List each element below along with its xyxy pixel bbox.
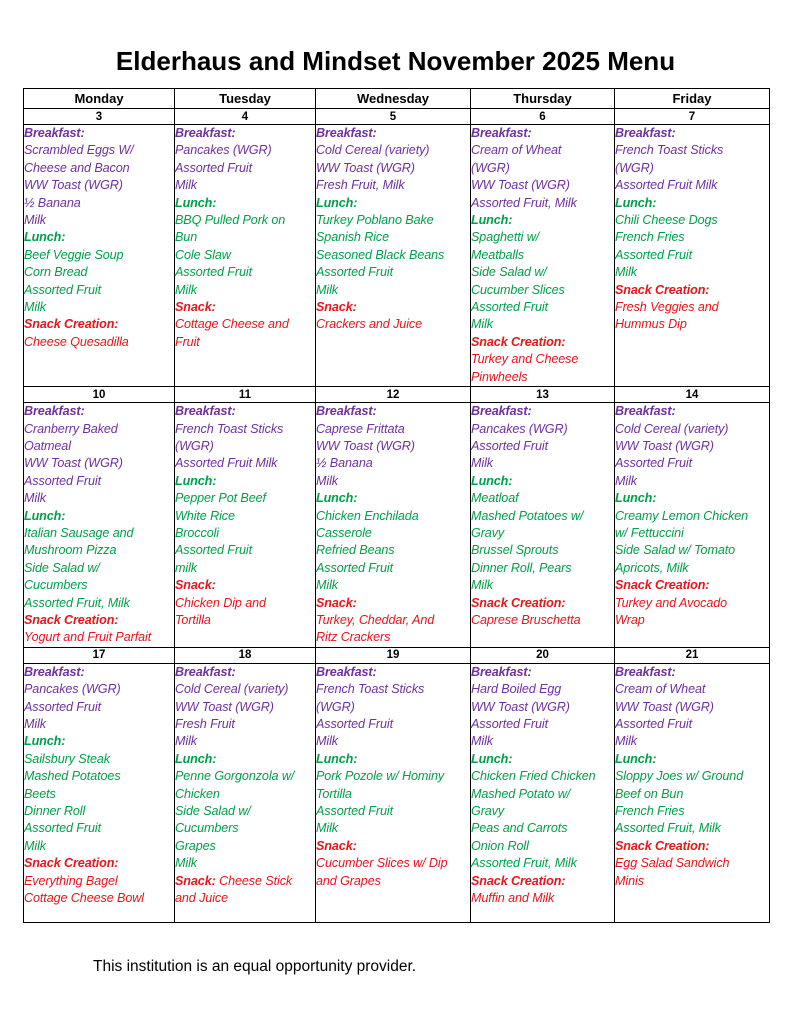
lunch-heading: Lunch: (471, 751, 513, 766)
date-number: 20 (471, 647, 615, 663)
menu-item: Oatmeal (24, 438, 71, 453)
menu-item: Assorted Fruit Milk (615, 178, 718, 193)
menu-item: Milk (175, 734, 197, 749)
menu-item: Mashed Potatoes (24, 769, 121, 784)
menu-item: Assorted Fruit (316, 265, 393, 280)
menu-item: Hard Boiled Egg (471, 682, 562, 697)
menu-item: Assorted Fruit (471, 438, 548, 453)
breakfast-heading: Breakfast: (615, 126, 676, 140)
breakfast-heading: Breakfast: (615, 664, 676, 679)
menu-item: Gravy (471, 804, 505, 819)
menu-item: Pork Pozole w/ Hominy (316, 769, 445, 784)
menu-item: Assorted Fruit (316, 717, 393, 731)
menu-item: (WGR) (615, 160, 654, 175)
lunch-heading: Lunch: (615, 195, 657, 210)
menu-item: Milk (24, 300, 46, 315)
menu-item: Italian Sausage and (24, 525, 134, 540)
breakfast-heading: Breakfast: (316, 126, 377, 140)
day-header: Tuesday (175, 89, 316, 109)
menu-item: Turkey Poblano Bake (316, 213, 434, 228)
menu-item: Hummus Dip (615, 317, 687, 332)
day-menu-cell (316, 663, 471, 922)
breakfast-heading: Breakfast: (24, 404, 85, 419)
lunch-heading: Lunch: (471, 473, 513, 488)
menu-item: Milk (24, 838, 46, 853)
day-menu-cell (615, 663, 770, 922)
breakfast-heading: Breakfast: (175, 126, 236, 140)
snack-heading: Snack Creation: (471, 873, 566, 888)
menu-item: Meatloaf (471, 491, 519, 506)
snack-heading: Snack Creation: (24, 612, 119, 627)
menu-item: Milk (471, 578, 493, 593)
date-number: 21 (615, 647, 770, 663)
menu-item: Assorted Fruit (615, 456, 692, 471)
menu-item: White Rice (175, 508, 235, 523)
day-header: Wednesday (316, 89, 471, 109)
date-row (24, 647, 770, 663)
menu-item: Sailsbury Steak (24, 751, 110, 766)
lunch-heading: Lunch: (175, 751, 217, 766)
lunch-heading: Lunch: (316, 751, 358, 766)
day-menu-cell (316, 403, 471, 648)
menu-item: WW Toast (WGR) (615, 699, 714, 714)
snack-heading: Snack: (175, 300, 216, 315)
menu-item: Milk (175, 856, 197, 871)
menu-item: Chicken Fried Chicken (471, 769, 596, 784)
menu-item: WW Toast (WGR) (316, 438, 415, 453)
menu-item: Pinwheels (471, 369, 528, 384)
menu-item: French Fries (615, 230, 685, 245)
date-number: 5 (316, 109, 471, 125)
menu-item: Bun (175, 230, 198, 245)
menu-item: Spaghetti w/ (471, 230, 540, 245)
menu-item: Meatballs (471, 247, 524, 262)
menu-item: (WGR) (175, 438, 214, 453)
day-menu-cell (175, 663, 316, 922)
menu-item: Cottage Cheese and (175, 317, 289, 332)
date-number: 10 (24, 387, 175, 403)
menu-item: Milk (24, 213, 46, 228)
menu-item: Milk (471, 317, 493, 332)
menu-item: Assorted Fruit, Milk (471, 856, 577, 871)
day-menu-cell (24, 125, 175, 387)
menu-item: Pancakes (WGR) (471, 421, 568, 436)
menu-item: Assorted Fruit, Milk (471, 195, 577, 210)
menu-item: Cranberry Baked (24, 421, 118, 436)
menu-item: Assorted Fruit (24, 473, 101, 488)
menu-item: Cucumbers (24, 578, 88, 593)
menu-item: Dinner Roll, Pears (471, 560, 572, 575)
menu-item: Fresh Fruit, Milk (316, 178, 405, 193)
menu-item: Scrambled Eggs W/ (24, 143, 134, 158)
menu-item: (WGR) (471, 160, 510, 175)
menu-item: WW Toast (WGR) (24, 456, 123, 471)
menu-item: Side Salad w/ (471, 265, 547, 280)
menu-item: Yogurt and Fruit Parfait (24, 630, 152, 645)
menu-item: Wrap (615, 612, 645, 627)
snack-heading: Snack Creation: (24, 856, 119, 871)
lunch-heading: Lunch: (471, 213, 513, 228)
menu-item: milk (175, 560, 197, 575)
menu-item: Chicken Enchilada (316, 508, 419, 523)
menu-item: Pancakes (WGR) (24, 682, 121, 697)
menu-item: French Toast Sticks (615, 143, 724, 158)
day-menu-cell (316, 125, 471, 387)
menu-item: Ritz Crackers (316, 630, 391, 645)
menu-item: WW Toast (WGR) (471, 178, 570, 193)
date-number: 6 (471, 109, 615, 125)
menu-item: w/ Fettuccini (615, 525, 684, 540)
date-number: 3 (24, 109, 175, 125)
menu-item: WW Toast (WGR) (316, 160, 415, 175)
menu-body (24, 109, 770, 923)
menu-item: Pancakes (WGR) (175, 143, 272, 158)
menu-item: Cheese Quesadilla (24, 334, 129, 349)
day-header: Monday (24, 89, 175, 109)
menu-item: Milk (316, 578, 338, 593)
menu-item: Mashed Potatoes w/ (471, 508, 584, 523)
menu-item: Cole Slaw (175, 247, 231, 262)
menu-item: Assorted Fruit (316, 560, 393, 575)
menu-item: Milk (175, 178, 197, 193)
menu-item: and Grapes (316, 873, 381, 888)
menu-item: Gravy (471, 525, 505, 540)
menu-item: Caprese Bruschetta (471, 612, 581, 627)
breakfast-heading: Breakfast: (471, 404, 532, 419)
day-menu-cell (175, 403, 316, 648)
menu-item: Assorted Fruit (24, 282, 101, 297)
date-number: 13 (471, 387, 615, 403)
menu-item: Creamy Lemon Chicken (615, 508, 749, 523)
menu-item: Cucumber Slices (471, 282, 565, 297)
menu-item: Muffin and Milk (471, 891, 555, 906)
menu-item: Dinner Roll (24, 804, 86, 819)
menu-item: Assorted Fruit Milk (175, 456, 278, 471)
menu-item: Milk (175, 282, 197, 297)
date-number: 18 (175, 647, 316, 663)
menu-item: Tortilla (316, 786, 352, 801)
day-header: Thursday (471, 89, 615, 109)
menu-item: Turkey and Cheese (471, 352, 579, 367)
snack-heading: Snack: (316, 838, 357, 853)
menu-item: Caprese Frittata (316, 421, 405, 436)
menu-item: Assorted Fruit (24, 821, 101, 836)
menu-item: Side Salad w/ (24, 560, 100, 575)
snack-heading-label: Snack: (175, 873, 216, 888)
menu-item: Minis (615, 873, 644, 888)
menu-item: Milk (316, 821, 338, 836)
menu-week-row (24, 663, 770, 922)
menu-item: Penne Gorgonzola w/ (175, 769, 295, 784)
snack-heading: Snack Creation: (24, 317, 119, 332)
menu-item: Assorted Fruit (615, 247, 692, 262)
breakfast-heading: Breakfast: (24, 664, 85, 679)
menu-item: Casserole (316, 525, 372, 540)
menu-item: Milk (615, 734, 637, 749)
menu-item: Pepper Pot Beef (175, 491, 266, 506)
footer-note: This institution is an equal opportunity provider. (93, 958, 417, 975)
menu-item: Cream of Wheat (615, 682, 706, 697)
menu-item: WW Toast (WGR) (471, 699, 570, 714)
day-menu-cell (615, 403, 770, 648)
snack-heading: Snack Creation: (471, 595, 566, 610)
lunch-heading: Lunch: (24, 734, 66, 749)
menu-item: Spanish Rice (316, 230, 390, 245)
date-row (24, 109, 770, 125)
menu-item: Milk (316, 473, 338, 488)
menu-item: Onion Roll (471, 838, 529, 853)
snack-heading: Snack Creation: (615, 578, 710, 593)
lunch-heading: Lunch: (316, 195, 358, 210)
menu-item: Cheese and Bacon (24, 160, 130, 175)
menu-item: Milk (316, 734, 338, 749)
snack-heading: Snack: (175, 578, 216, 593)
menu-item: Cold Cereal (variety) (175, 682, 289, 697)
day-menu-cell (175, 125, 316, 387)
menu-table (23, 88, 770, 923)
menu-item: Seasoned Black Beans (316, 247, 445, 262)
menu-item: Grapes (175, 838, 216, 853)
lunch-heading: Lunch: (175, 473, 217, 488)
menu-item: Tortilla (175, 612, 211, 627)
menu-item: Broccoli (175, 525, 219, 540)
menu-item: Fresh Fruit (175, 717, 235, 731)
menu-item: Assorted Fruit, Milk (615, 821, 721, 836)
menu-item: Cream of Wheat (471, 143, 562, 158)
date-number: 17 (24, 647, 175, 663)
breakfast-heading: Breakfast: (24, 126, 85, 140)
day-menu-cell (615, 125, 770, 387)
breakfast-heading: Breakfast: (175, 404, 236, 419)
date-number: 7 (615, 109, 770, 125)
snack-heading: Snack: (316, 300, 357, 315)
menu-item: WW Toast (WGR) (24, 178, 123, 193)
menu-week-row (24, 403, 770, 648)
date-number: 14 (615, 387, 770, 403)
menu-item: WW Toast (WGR) (615, 438, 714, 453)
menu-item: Chicken (175, 786, 220, 801)
date-number: 12 (316, 387, 471, 403)
menu-item: Apricots, Milk (615, 560, 689, 575)
menu-item: Everything Bagel (24, 873, 118, 888)
breakfast-heading: Breakfast: (316, 664, 377, 679)
day-header: Friday (615, 89, 770, 109)
menu-item: Turkey, Cheddar, And (316, 612, 435, 627)
breakfast-heading: Breakfast: (471, 126, 532, 140)
menu-item: Mashed Potato w/ (471, 786, 571, 801)
page-title: Elderhaus and Mindset November 2025 Menu (115, 46, 676, 76)
menu-item: Milk (316, 282, 338, 297)
menu-item: Cold Cereal (variety) (316, 143, 430, 158)
day-menu-cell (24, 663, 175, 922)
menu-item: Assorted Fruit (175, 160, 252, 175)
menu-item: Sloppy Joes w/ Ground (615, 769, 744, 784)
menu-item: Crackers and Juice (316, 317, 422, 332)
menu-item: Milk (24, 717, 46, 731)
menu-item: Peas and Carrots (471, 821, 568, 836)
menu-item: (WGR) (316, 699, 355, 714)
menu-item: Cucumber Slices w/ Dip (316, 856, 448, 871)
breakfast-heading: Breakfast: (615, 404, 676, 419)
snack-heading: Snack Creation: (615, 838, 710, 853)
menu-item: WW Toast (WGR) (175, 699, 274, 714)
lunch-heading: Lunch: (24, 508, 66, 523)
snack-heading: Snack Creation: (471, 334, 566, 349)
menu-item: Fresh Veggies and (615, 300, 719, 315)
menu-item: Assorted Fruit (316, 804, 393, 819)
date-number: 11 (175, 387, 316, 403)
menu-item: Chicken Dip and (175, 595, 266, 610)
date-number: 4 (175, 109, 316, 125)
breakfast-heading: Breakfast: (175, 664, 236, 679)
lunch-heading: Lunch: (615, 751, 657, 766)
menu-item: BBQ Pulled Pork on (175, 213, 286, 228)
menu-week-row (24, 125, 770, 387)
lunch-heading: Lunch: (615, 491, 657, 506)
menu-item: Beef Veggie Soup (24, 247, 124, 262)
snack-heading (175, 873, 315, 890)
date-row (24, 387, 770, 403)
menu-item: Cold Cereal (variety) (615, 421, 729, 436)
breakfast-heading: Breakfast: (471, 664, 532, 679)
menu-item: Assorted Fruit (615, 717, 692, 731)
breakfast-heading: Breakfast: (316, 404, 377, 419)
menu-item: Side Salad w/ Tomato (615, 543, 736, 558)
menu-item: and Juice (175, 891, 229, 906)
day-header-row (24, 89, 770, 109)
menu-item: French Fries (615, 804, 685, 819)
menu-item: Assorted Fruit (471, 717, 548, 731)
day-menu-cell (471, 663, 615, 922)
menu-item: Milk (24, 491, 46, 506)
day-menu-cell (471, 125, 615, 387)
lunch-heading: Lunch: (316, 491, 358, 506)
lunch-heading: Lunch: (175, 195, 217, 210)
menu-item: Egg Salad Sandwich (615, 856, 730, 871)
menu-item: Corn Bread (24, 265, 88, 280)
menu-item: Milk (615, 473, 637, 488)
snack-heading: Snack: (316, 595, 357, 610)
menu-item: French Toast Sticks (175, 421, 284, 436)
menu-item: Brussel Sprouts (471, 543, 559, 558)
menu-item: French Toast Sticks (316, 682, 425, 697)
day-menu-cell (24, 403, 175, 648)
menu-item: Assorted Fruit (175, 265, 252, 280)
menu-item: Milk (471, 456, 493, 471)
menu-item: Assorted Fruit (175, 543, 252, 558)
snack-heading: Snack Creation: (615, 282, 710, 297)
menu-item: Chili Cheese Dogs (615, 213, 718, 228)
day-menu-cell (471, 403, 615, 648)
menu-item: Assorted Fruit (24, 699, 101, 714)
menu-item: Assorted Fruit (471, 300, 548, 315)
menu-item: Beets (24, 786, 56, 801)
menu-item: Cottage Cheese Bowl (24, 891, 144, 906)
menu-item: Milk (615, 265, 637, 280)
menu-item: Side Salad w/ (175, 804, 251, 819)
menu-item: ½ Banana (24, 195, 81, 210)
menu-item: Turkey and Avocado (615, 595, 728, 610)
menu-item: Beef on Bun (615, 786, 684, 801)
snack-item-inline: Cheese Stick (215, 873, 293, 888)
menu-item: Assorted Fruit, Milk (24, 595, 130, 610)
menu-item: Milk (471, 734, 493, 749)
lunch-heading: Lunch: (24, 230, 66, 245)
menu-item: Cucumbers (175, 821, 239, 836)
menu-item: Refried Beans (316, 543, 395, 558)
menu-item: Fruit (175, 334, 200, 349)
date-number: 19 (316, 647, 471, 663)
menu-item: Mushroom Pizza (24, 543, 117, 558)
menu-item: ½ Banana (316, 456, 373, 471)
